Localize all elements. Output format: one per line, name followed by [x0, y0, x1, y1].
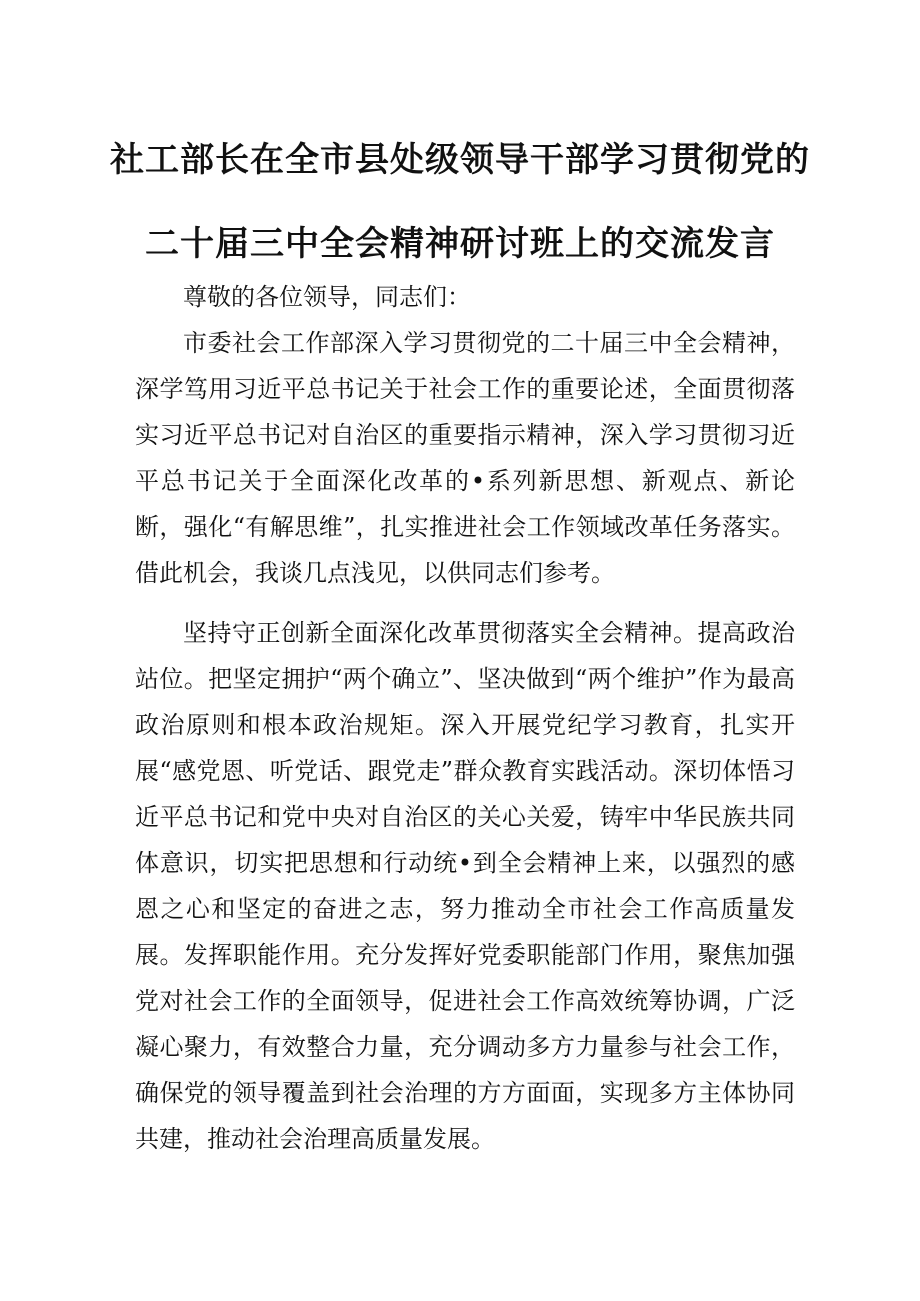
greeting: 尊敬的各位领导，同志们： [183, 283, 471, 311]
document-title-line-2: 二十届三中全会精神研讨班上的交流发言 [145, 224, 775, 264]
paragraph-2: 坚持守正创新全面深化改革贯彻落实全会精神。提高政治站位。把坚定拥护“两个确立”、坚决做到“两个维护”作为最高政治原则和根本政治规矩。深入开展党纪学习教育，扎实开展“感党恩、听党话、跟党走”群众教育实践活动。深切体悟习近平总书记和党中央对自治区的关心关爱，铸牢中华民族共同体意识，切实把思想和行动统•到全会精神上来，以强烈的感恩之心和坚定的奋进之志，努力推动全市社会工作高质量发展。发挥职能作用。充分发挥好党委职能部门作用，聚焦加强党对社会工作的全面领导，促进社会工作高效统筹协调，广泛凝心聚力，有效整合力量，充分调动多方力量参与社会工作，确保党的领导覆盖到社会治理的方方面面，实现多方主体协同共建，推动社会治理高质量发展。 [135, 619, 795, 1153]
document-title-line-1: 社工部长在全市县处级领导干部学习贯彻党的 [110, 140, 810, 180]
paragraph-1: 市委社会工作部深入学习贯彻党的二十届三中全会精神，深学笃用习近平总书记关于社会工作的重要论述，全面贯彻落实习近平总书记对自治区的重要指示精神，深入学习贯彻习近平总书记关于全面深化改革的•系列新思想、新观点、新论断，强化“有解思维”，扎实推进社会工作领域改革任务落实。借此机会，我谈几点浅见，以供同志们参考。 [135, 329, 795, 587]
